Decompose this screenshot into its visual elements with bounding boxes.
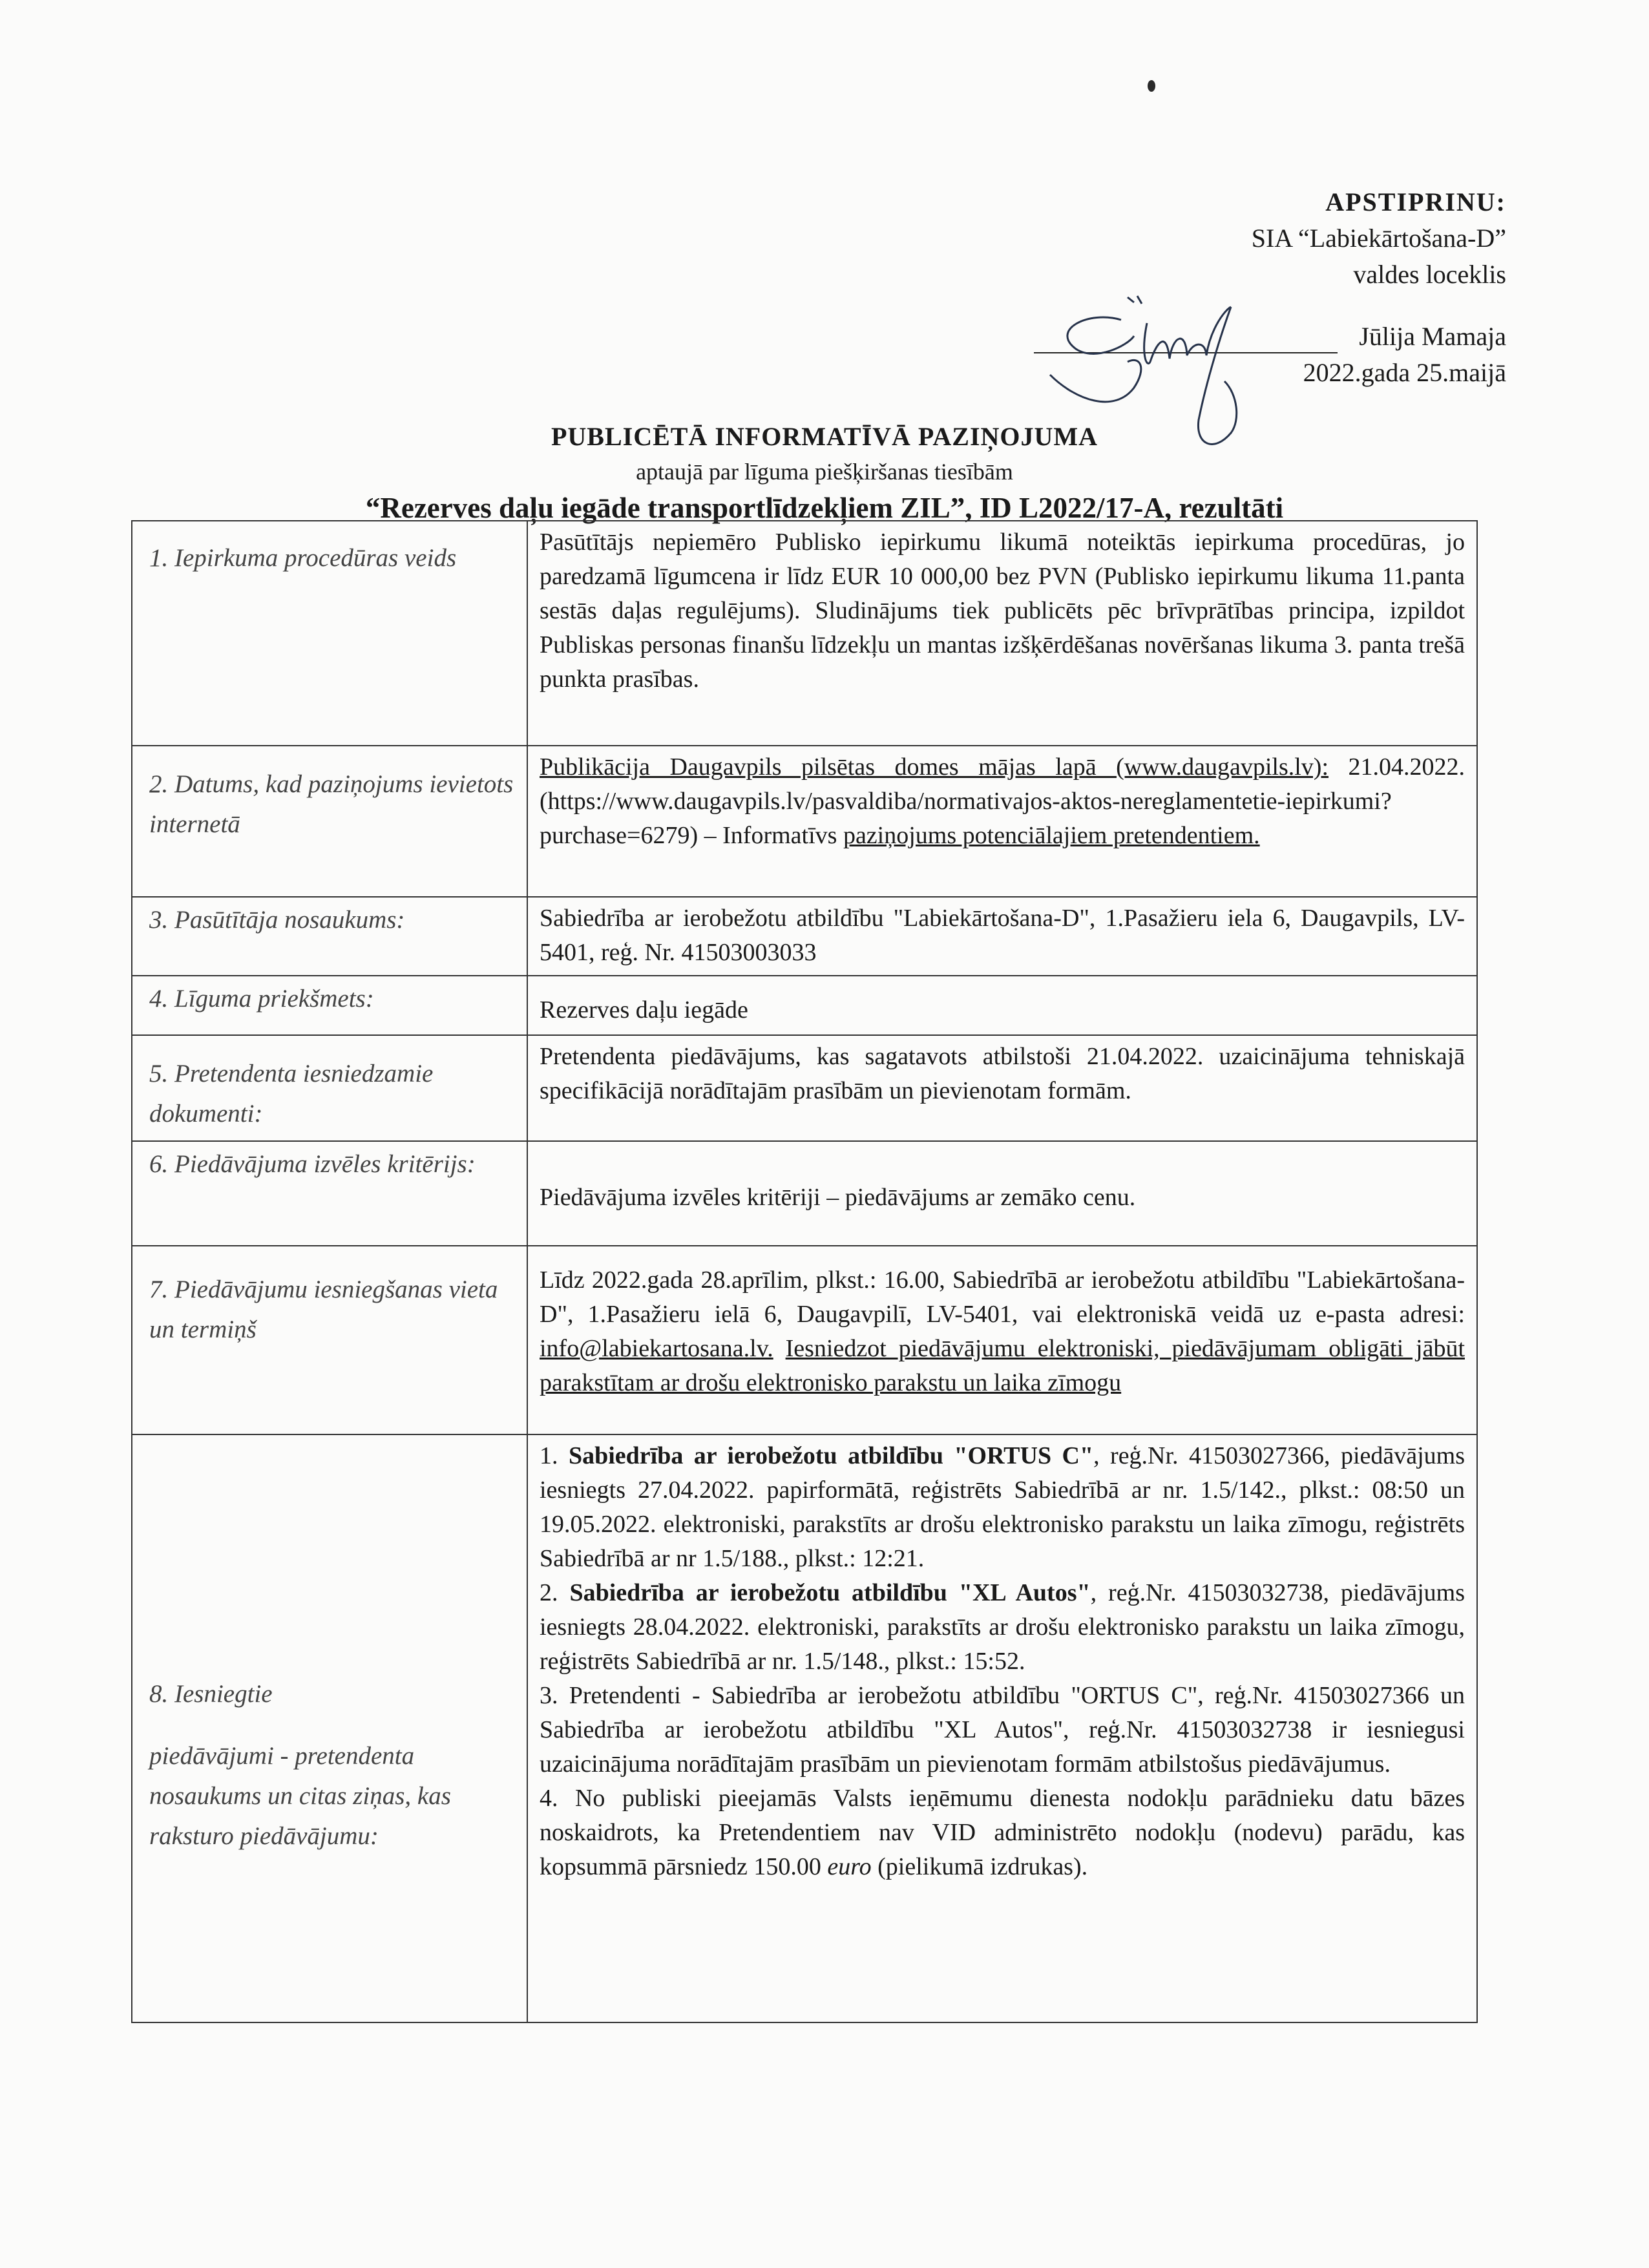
offer-details-end: (pielikumā izdrukas). [877, 1853, 1088, 1880]
row-label: 4. Līguma priekšmets: [132, 976, 527, 1035]
submission-requirement: Iesniedzot piedāvājumu elektroniski, piedāvājumam obligāti jābūt parakstītam ar drošu elektronisko parakstu un laika zīmogu [540, 1335, 1465, 1396]
offer-number: 1. [540, 1442, 558, 1469]
approval-organization: SIA “Labiekārtošana-D” [1251, 224, 1506, 253]
offer-company: Sabiedrība ar ierobežotu atbildību "ORTUS C" [568, 1442, 1094, 1469]
row-value [527, 746, 1477, 897]
table-row [132, 746, 1477, 897]
offer-details: , reģ.Nr. 41503032738, piedāvājums iesniegts 28.04.2022. elektroniski, parakstīts ar drošu elektronisko parakstu un laika zīmogu, reģistrēts Sabiedrībā ar nr. 1.5/148., plkst.: 15:52. [540, 1579, 1465, 1675]
row-label: 3. Pasūtītāja nosaukums: [132, 897, 527, 976]
offer-details: , reģ.Nr. 41503027366, piedāvājums iesniegts 27.04.2022. papirformātā, reģistrēts Sabiedrībā ar nr. 1.5/142., plkst.: 08:50 un 19.05.2022. elektroniski, parakstīts ar drošu elektronisko parakstu un laika zīmogu, reģistrēts Sabiedrībā ar nr 1.5/188., plkst.: 12:21. [540, 1442, 1465, 1572]
row-value: Sabiedrība ar ierobežotu atbildību "Labiekārtošana-D", 1.Pasažieru iela 6, Daugavpils, LV-5401, reģ. Nr. 41503003033 [527, 897, 1477, 976]
offer-company: Sabiedrība ar ierobežotu atbildību "XL Autos" [569, 1579, 1091, 1606]
row-label: 5. Pretendenta iesniedzamie dokumenti: [132, 1035, 527, 1141]
row-label-line-2: piedāvājumi - pretendenta nosaukums un citas ziņas, kas raksturo piedāvājumu: [149, 1742, 451, 1850]
publication-link[interactable]: 21.04.2022. (https://www.daugavpils.lv/pasvaldiba/normativajos-aktos-nereglamentetie-iepirkumi?purchase=6279) [540, 753, 1465, 849]
title-line-2: aptaujā par līguma piešķiršanas tiesībām [636, 459, 1013, 485]
offer-item [540, 1679, 1465, 1781]
table-row [132, 1246, 1477, 1434]
row-value: Pretendenta piedāvājums, kas sagatavots atbilstoši 21.04.2022. uzaicinājuma tehniskajā specifikācijā norādītajām prasībām un pievienotam formām. [527, 1035, 1477, 1141]
offer-item [540, 1576, 1465, 1679]
row-label: 7. Piedāvājumu iesniegšanas vieta un termiņš [132, 1246, 527, 1434]
row-value: Rezerves daļu iegāde [527, 976, 1477, 1035]
approval-name: Jūlija Mamaja [1359, 322, 1506, 351]
notice-table [131, 520, 1478, 2023]
row-label: 6. Piedāvājuma izvēles kritērijs: [132, 1141, 527, 1246]
table-row [132, 1434, 1477, 2022]
submission-email[interactable]: info@labiekartosana.lv. [540, 1335, 773, 1362]
offer-item [540, 1781, 1465, 1884]
scan-speck [1148, 80, 1155, 92]
row-label-line-1: 8. Iesniegtie [149, 1680, 273, 1708]
table-row [132, 1035, 1477, 1141]
row-value: Piedāvājuma izvēles kritēriji – piedāvājums ar zemāko cenu. [527, 1141, 1477, 1246]
publication-note-end: paziņojums potenciālajiem pretendentiem. [843, 822, 1260, 849]
title-line-1: PUBLICĒTĀ INFORMATĪVĀ PAZIŅOJUMA [551, 422, 1098, 451]
document-title [0, 420, 1649, 526]
offer-item [540, 1439, 1465, 1576]
approval-position: valdes loceklis [1353, 260, 1506, 289]
row-value [527, 1246, 1477, 1434]
offer-details: 3. Pretendenti - Sabiedrība ar ierobežotu atbildību "ORTUS C", reģ.Nr. 41503027366 un Sabiedrība ar ierobežotu atbildību "XL Autos", reģ.Nr. 41503032738 ir iesniegusi uzaicinājuma norādītajām prasībām un pievienotam formām atbilstošus piedāvājumus. [540, 1682, 1465, 1778]
table-row [132, 976, 1477, 1035]
offer-number: 2. [540, 1579, 558, 1606]
offer-currency: euro [827, 1853, 872, 1880]
approval-date: 2022.gada 25.maijā [1303, 358, 1506, 387]
table-row [132, 1141, 1477, 1246]
row-value: Pasūtītājs nepiemēro Publisko iepirkumu likumā noteiktās iepirkuma procedūras, jo paredzamā līgumcena ir līdz EUR 10 000,00 bez PVN (Publisko iepirkumu likuma 11.panta sestās daļas regulējums). Sludinājums tiek publicēts pēc brīvprātības principa, izpildot Publiskas personas finanšu līdzekļu un mantas izšķērdēšanas novēršanas likuma 3. panta trešā punkta prasības. [527, 521, 1477, 746]
row-value [527, 1434, 1477, 2022]
table-row [132, 897, 1477, 976]
publication-text: Publikācija Daugavpils pilsētas domes mājas lapā (www.daugavpils.lv): [540, 753, 1329, 781]
title-line-3: “Rezerves daļu iegāde transportlīdzekļiem ZIL”, ID L2022/17-A, rezultāti [365, 492, 1284, 524]
table-row [132, 521, 1477, 746]
approval-heading: APSTIPRINU: [1325, 187, 1506, 216]
row-label [132, 1434, 527, 2022]
offer-details: 4. No publiski pieejamās Valsts ieņēmumu dienesta nodokļu parādnieku datu bāzes noskaidrots, ka Pretendentiem nav VID administrēto nodokļu (nodevu) parādu, kas kopsummā pārsniedz 150.00 [540, 1785, 1465, 1880]
publication-note: – Informatīvs [704, 822, 837, 849]
row-label: 2. Datums, kad paziņojums ievietots internetā [132, 746, 527, 897]
submission-text: Līdz 2022.gada 28.aprīlim, plkst.: 16.00, Sabiedrībā ar ierobežotu atbildību "Labiekārtošana-D", 1.Pasažieru ielā 6, Daugavpilī, LV-5401, vai elektroniskā veidā uz e-pasta adresi: [540, 1266, 1465, 1328]
row-label: 1. Iepirkuma procedūras veids [132, 521, 527, 746]
